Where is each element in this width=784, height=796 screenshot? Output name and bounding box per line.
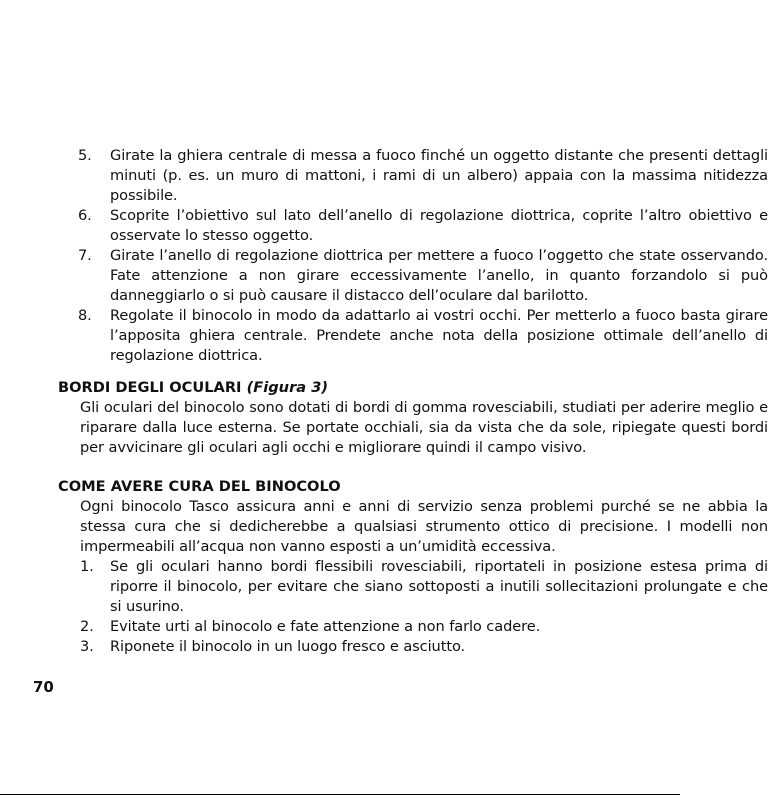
- list-item: [80, 617, 768, 637]
- figure-reference: (Figura 3): [246, 379, 329, 396]
- page-number: 70: [33, 678, 54, 696]
- care-list: [80, 557, 768, 657]
- list-item: [80, 637, 768, 657]
- eyecups-heading: [58, 378, 328, 398]
- list-item: [78, 246, 768, 306]
- item-number: 3.: [80, 638, 94, 655]
- item-number: 1.: [80, 558, 94, 575]
- item-text: Riponete il binocolo in un luogo fresco e asciutto.: [110, 638, 466, 655]
- eyecups-paragraph: Gli oculari del binocolo sono dotati di bordi di gomma rovesciabili, studiati per aderire meglio e riparare dalla luce esterna. Se portate occhiali, sia da vista che da sole, ripiegate questi bordi per avvicinare gli oculari agli occhi e migliorare quindi il campo visivo.: [80, 399, 768, 456]
- section-title: BORDI DEGLI OCULARI: [58, 379, 242, 396]
- care-paragraph: Ogni binocolo Tasco assicura anni e anni di servizio senza problemi purché se ne abbia la stessa cura che si dedicherebbe a qualsiasi strumento ottico di precisione. I modelli non impermeabili all’acqua non vanno esposti a un’umidità eccessiva.: [80, 498, 768, 555]
- list-item: [78, 306, 768, 366]
- list-item: [78, 146, 768, 206]
- item-number: 2.: [80, 618, 94, 635]
- item-number: 8.: [78, 307, 92, 324]
- item-number: 7.: [78, 247, 92, 264]
- list-item: [78, 206, 768, 246]
- item-text: Regolate il binocolo in modo da adattarlo ai vostri occhi. Per metterlo a fuoco basta girare l’apposita ghiera centrale. Prendete anche nota della posizione ottimale dell’anello di regolazione diottrica.: [110, 307, 768, 364]
- bottom-rule: [0, 794, 680, 795]
- item-text: Evitate urti al binocolo e fate attenzione a non farlo cadere.: [110, 618, 541, 635]
- item-text: Girate la ghiera centrale di messa a fuoco finché un oggetto distante che presenti dettagli minuti (p. es. un muro di mattoni, i rami di un albero) appaia con la massima nitidezza possibile.: [110, 147, 768, 204]
- item-number: 5.: [78, 147, 92, 164]
- item-text: Se gli oculari hanno bordi flessibili rovesciabili, riportateli in posizione estesa prima di riporre il binocolo, per evitare che siano sottoposti a inutili sollecitazioni prolungate e che si usurino.: [110, 558, 768, 615]
- list-item: [80, 557, 768, 617]
- item-text: Girate l’anello di regolazione diottrica per mettere a fuoco l’oggetto che state osservando. Fate attenzione a non girare eccessivamente l’anello, in quanto forzandolo si può danneggiarlo o si può causare il distacco dell’oculare dal barilotto.: [110, 247, 768, 304]
- item-text: Scoprite l’obiettivo sul lato dell’anello di regolazione diottrica, coprite l’altro obiettivo e osservate lo stesso oggetto.: [110, 207, 768, 244]
- care-heading: COME AVERE CURA DEL BINOCOLO: [58, 478, 341, 495]
- item-number: 6.: [78, 207, 92, 224]
- steps-list: [78, 146, 768, 366]
